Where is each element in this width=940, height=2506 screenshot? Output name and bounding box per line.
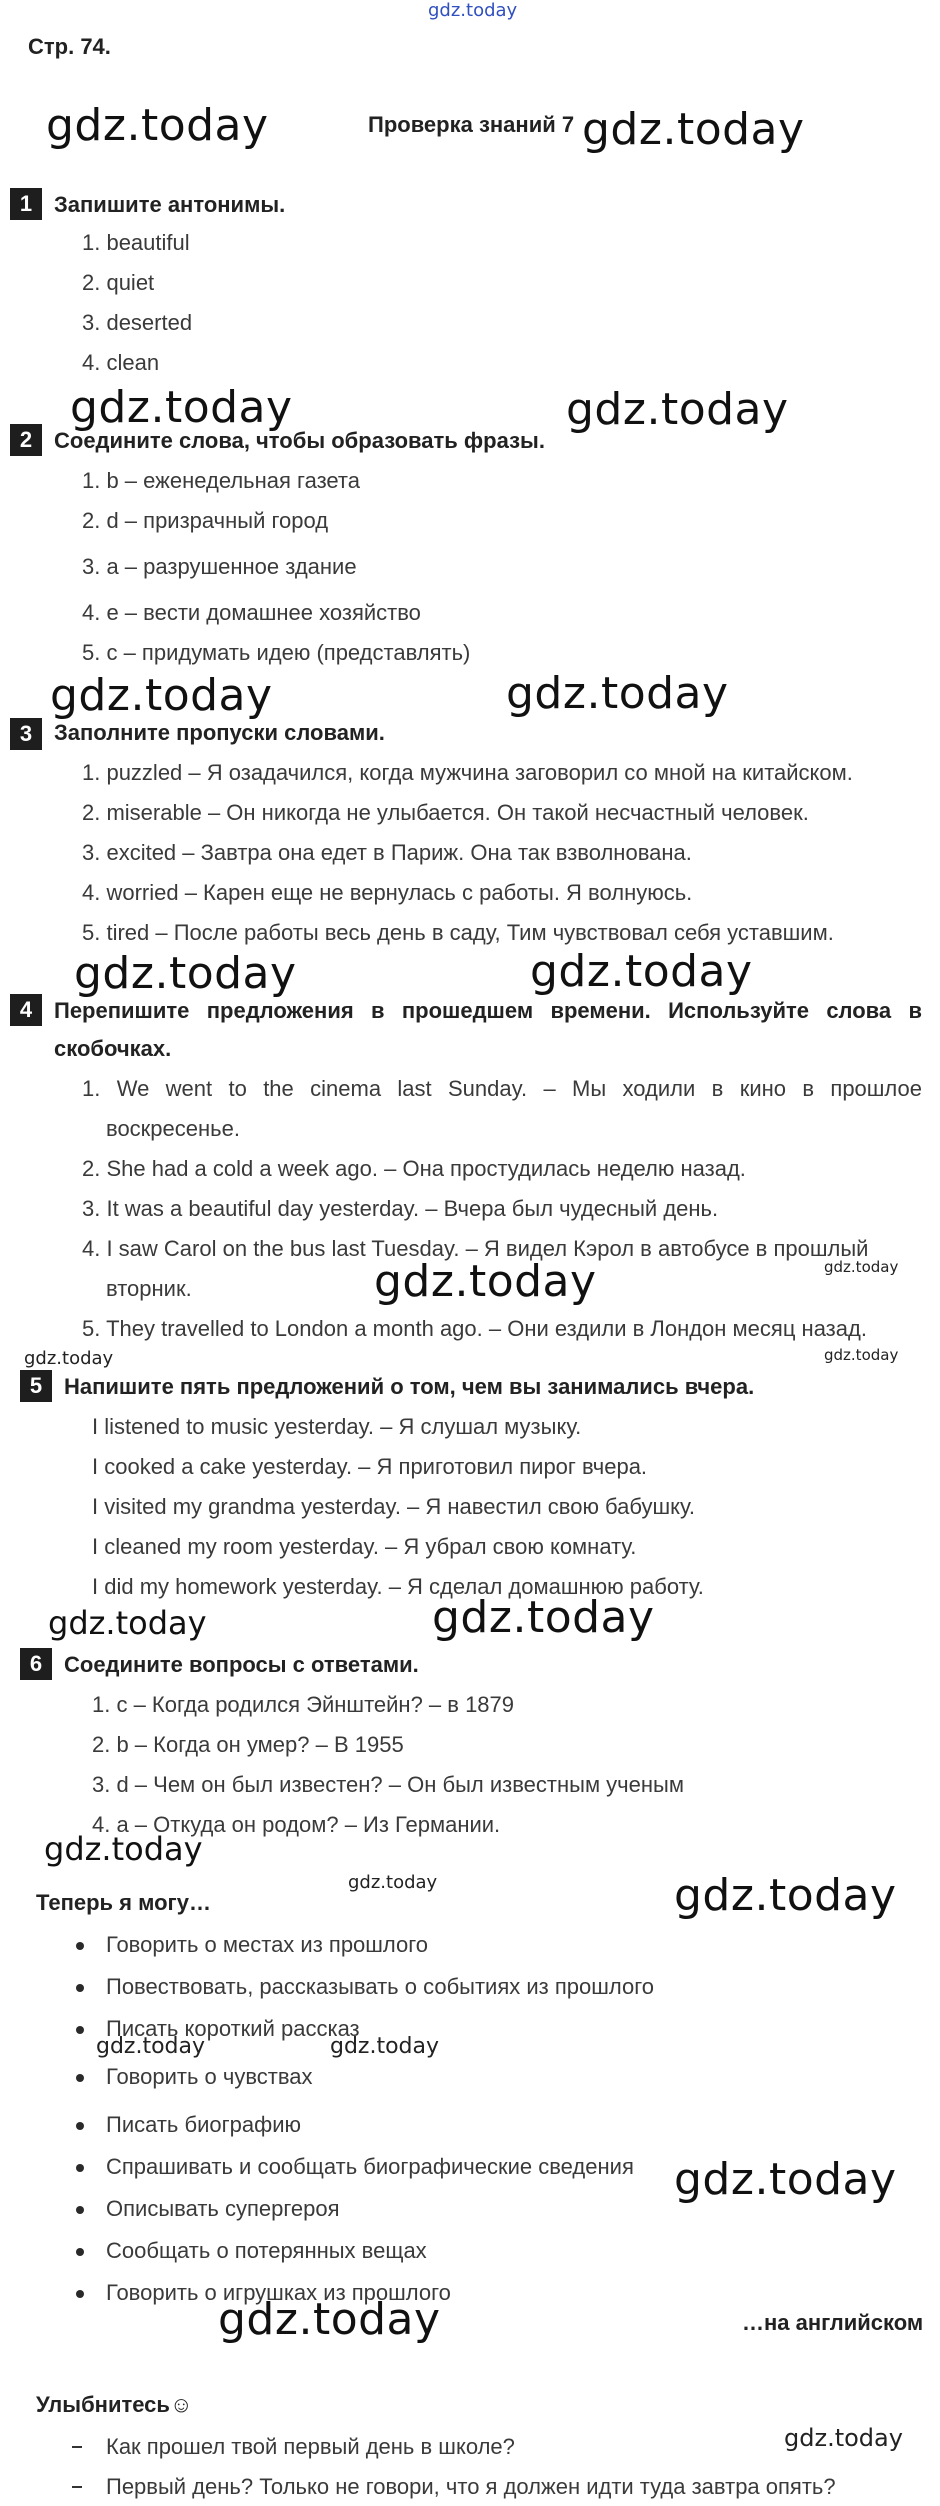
watermark: gdz.today <box>50 670 273 721</box>
dash-icon <box>72 2446 82 2448</box>
dialogue-line: Как прошел твой первый день в школе? <box>106 2434 515 2459</box>
list-item: 2. miserable – Он никогда не улыбается. Он такой несчастный человек. <box>82 800 809 825</box>
bullet-icon <box>76 2248 84 2256</box>
watermark: gdz.today <box>96 2034 206 2059</box>
list-item: 5. c – придумать идею (представлять) <box>82 640 471 665</box>
list-item-continued: вторник. <box>106 1276 192 1301</box>
watermark: gdz.today <box>48 1604 207 1642</box>
list-item: I visited my grandma yesterday. – Я навестил свою бабушку. <box>92 1494 695 1519</box>
can-do-item: Описывать супергероя <box>106 2196 340 2221</box>
can-do-item: Говорить о чувствах <box>106 2064 313 2089</box>
bullet-icon <box>76 2026 84 2034</box>
watermark: gdz.today <box>674 2154 897 2205</box>
list-item: 5. tired – После работы весь день в саду, Тим чувствовал себя уставшим. <box>82 920 834 945</box>
watermark: gdz.today <box>506 668 729 719</box>
section-heading: Перепишите предложения в прошедшем времени. Используйте слова в <box>54 998 922 1023</box>
list-item: I cleaned my room yesterday. – Я убрал свою комнату. <box>92 1534 637 1559</box>
list-item: I listened to music yesterday. – Я слушал музыку. <box>92 1414 582 1439</box>
page-reference: Стр. 74. <box>28 34 111 59</box>
bullet-icon <box>76 2074 84 2082</box>
list-item: 1. c – Когда родился Эйнштейн? – в 1879 <box>92 1692 515 1717</box>
section-heading: Напишите пять предложений о том, чем вы занимались вчера. <box>64 1374 755 1399</box>
watermark: gdz.today <box>24 1348 114 1369</box>
bullet-icon <box>76 2290 84 2298</box>
section-heading-continued: скобочках. <box>54 1036 172 1061</box>
top-watermark: gdz.today <box>428 0 518 21</box>
watermark: gdz.today <box>330 2034 440 2059</box>
section-number: 5 <box>20 1370 52 1402</box>
watermark: gdz.today <box>44 1830 203 1868</box>
bullet-icon <box>76 2122 84 2130</box>
list-item: 3. d – Чем он был известен? – Он был известным ученым <box>92 1772 684 1797</box>
watermark: gdz.today <box>824 1258 899 1276</box>
can-do-item: Писать короткий рассказ <box>106 2016 360 2041</box>
list-item-continued: воскресенье. <box>106 1116 240 1141</box>
section-number: 3 <box>10 718 42 750</box>
watermark: gdz.today <box>432 1592 655 1643</box>
dialogue-line: Первый день? Только не говори, что я должен идти туда завтра опять? <box>106 2474 836 2499</box>
list-item: I cooked a cake yesterday. – Я приготовил пирог вчера. <box>92 1454 648 1479</box>
section-number: 2 <box>10 424 42 456</box>
list-item: 1. We went to the cinema last Sunday. – Мы ходили в кино в прошлое <box>82 1076 922 1101</box>
watermark: gdz.today <box>824 1346 899 1364</box>
can-do-item: Писать биографию <box>106 2112 302 2137</box>
list-item: 1. puzzled – Я озадачился, когда мужчина заговорил со мной на китайском. <box>82 760 853 785</box>
can-do-item: Говорить о местах из прошлого <box>106 1932 429 1957</box>
section-heading: Соедините слова, чтобы образовать фразы. <box>54 428 545 453</box>
can-do-item: Говорить о игрушках из прошлого <box>106 2280 451 2305</box>
list-item: 2. She had a cold a week ago. – Она простудилась неделю назад. <box>82 1156 746 1181</box>
list-item: 3. excited – Завтра она едет в Париж. Она так взволнована. <box>82 840 692 865</box>
section-heading: Запишите антонимы. <box>54 192 286 217</box>
can-do-item: Сообщать о потерянных вещах <box>106 2238 427 2263</box>
watermark: gdz.today <box>348 1872 438 1893</box>
watermark: gdz.today <box>46 100 269 151</box>
page-title: Проверка знаний 7 <box>368 112 575 137</box>
list-item: 5. They travelled to London a month ago. – Они ездили в Лондон месяц назад. <box>82 1316 867 1341</box>
watermark: gdz.today <box>74 948 297 999</box>
dash-icon <box>72 2486 82 2488</box>
can-do-heading: Теперь я могу… <box>36 1890 211 1915</box>
section-number: 6 <box>20 1648 52 1680</box>
list-item: 1. b – еженедельная газета <box>82 468 360 493</box>
list-item: 4. clean <box>82 350 160 375</box>
list-item: 4. I saw Carol on the bus last Tuesday. – Я видел Кэрол в автобусе в прошлый <box>82 1236 869 1261</box>
watermark: gdz.today <box>582 104 805 155</box>
list-item: 3. It was a beautiful day yesterday. – Вчера был чудесный день. <box>82 1196 719 1221</box>
smile-heading: Улыбнитесь☺ <box>36 2392 193 2417</box>
bullet-icon <box>76 1942 84 1950</box>
section-heading: Соедините вопросы с ответами. <box>64 1652 419 1677</box>
list-item: 2. d – призрачный город <box>82 508 329 533</box>
bullet-icon <box>76 1984 84 1992</box>
list-item: 3. deserted <box>82 310 193 335</box>
list-item: 4. a – Откуда он родом? – Из Германии. <box>92 1812 501 1837</box>
watermark: gdz.today <box>374 1256 597 1307</box>
list-item: 3. a – разрушенное здание <box>82 554 357 579</box>
section-number: 4 <box>10 994 42 1026</box>
watermark: gdz.today <box>674 1870 897 1921</box>
bullet-icon <box>76 2164 84 2172</box>
list-item: 2. quiet <box>82 270 155 295</box>
bullet-icon <box>76 2206 84 2214</box>
list-item: I did my homework yesterday. – Я сделал домашнюю работу. <box>92 1574 704 1599</box>
list-item: 4. worried – Карен еще не вернулась с работы. Я волнуюсь. <box>82 880 693 905</box>
section-heading: Заполните пропуски словами. <box>54 720 385 745</box>
list-item: 4. e – вести домашнее хозяйство <box>82 600 421 625</box>
can-do-item: Спрашивать и сообщать биографические сведения <box>106 2154 634 2179</box>
watermark: gdz.today <box>530 946 753 997</box>
section-number: 1 <box>10 188 42 220</box>
watermark: gdz.today <box>784 2424 903 2452</box>
watermark: gdz.today <box>218 2294 441 2345</box>
can-do-suffix: …на английском <box>742 2310 924 2335</box>
list-item: 2. b – Когда он умер? – В 1955 <box>92 1732 404 1757</box>
can-do-item: Повествовать, рассказывать о событиях из прошлого <box>106 1974 654 1999</box>
watermark: gdz.today <box>70 382 293 433</box>
list-item: 1. beautiful <box>82 230 190 255</box>
watermark: gdz.today <box>566 384 789 435</box>
